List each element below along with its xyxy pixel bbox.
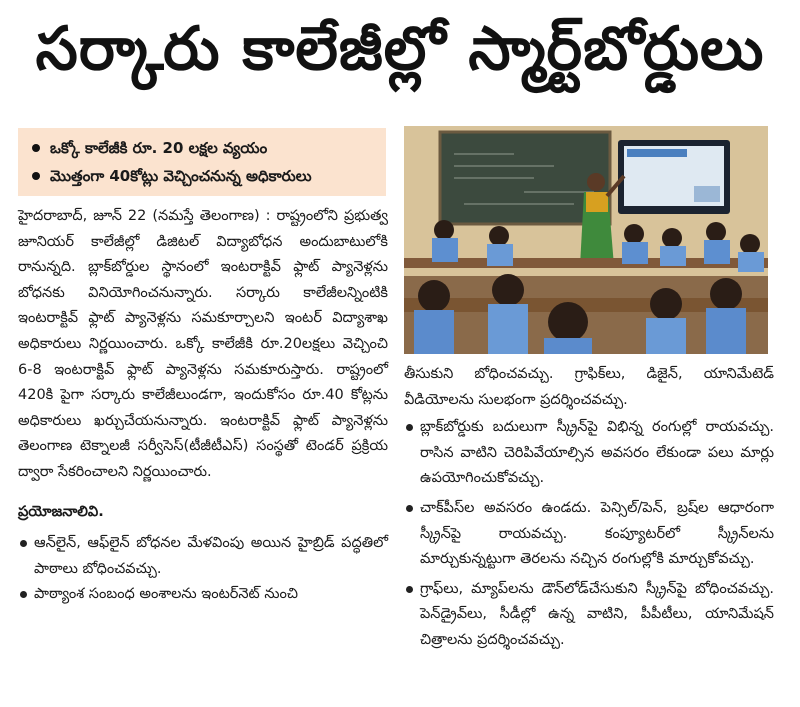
body-paragraph: హైదరాబాద్, జూన్ 22 (నమస్తే తెలంగాణ) : రాష్ట్రంలోని ప్రభుత్వ జూనియర్ కాలేజీల్లో డిజిటల్ విద్యాబోధన అందుబాటులోకి రానున్నది. బ్లాక్‌బోర్డుల స్థానంలో ఇంటరాక్టివ్ ఫ్లాట్ ప్యానెళ్లను బోధనకు వినియోగించనున్నారు. సర్కారు కాలేజీలన్నింటికి ఇంటరాక్టివ్ ఫ్లాట్ ప్యానెళ్లను సమకూర్చాలని ఇంటర్ విద్యాశాఖ అధికారులు నిర్ణయించారు. ఒక్కో కాలేజీకి రూ.20లక్షలు వెచ్చించి 6-8 ఇంటరాక్టివ్ ఫ్లాట్ ప్యానెళ్లను సమకూరుస్తారు. రాష్ట్రంలో 420కి పైగా సర్కారు కాలేజీలుండగా, ఇందుకోసం రూ.40 కోట్లను అధికారులు ఖర్చుచేయనున్నారు. ఇంటరాక్టివ్ ఫ్లాట్ ప్యానెళ్లను తెలంగాణ టెక్నాలజీ సర్వీసెస్(టీజీటీఎస్) సంస్థతో టెండర్ ప్రక్రియ ద్వారా సేకరించాలని నిర్ణయించారు. bbox=[18, 208, 388, 480]
highlight-text: ఒక్కో కాలేజీకి రూ. 20 లక్షల వ్యయం bbox=[50, 139, 268, 157]
benefits-list-right bbox=[404, 415, 774, 653]
highlights-box bbox=[18, 128, 386, 196]
benefit-item: బ్లాక్‌బోర్డుకు బదులుగా స్క్రీన్‌పై విభిన్న రంగుల్లో రాయవచ్చు. రాసిన వాటిని చెరిపివేయాల్సిన అవసరం లేకుండా పలు మార్లు ఉపయోగించుకోవచ్చు. bbox=[404, 415, 774, 492]
right-column bbox=[404, 362, 774, 658]
benefit-item: చాక్‌పీస్‌ల అవసరం ఉండదు. పెన్సిల్/పెన్, బ్రష్‌ల ఆధారంగా స్క్రీన్‌పై రాయవచ్చు. కంప్యూటర్‌లో స్క్రీన్‌లను మార్చుకున్నట్టుగా తెరలను నచ్చిన రంగుల్లోకి మార్చుకోవచ్చు. bbox=[404, 496, 774, 573]
benefit-item: ఆన్‌లైన్, ఆఫ్‌లైన్ బోధనల మేళవింపు అయిన హైబ్రిడ్ పద్ధతిలో పాఠాలు బోధించవచ్చు. bbox=[18, 531, 388, 582]
teacher-head bbox=[587, 173, 605, 191]
bullet-dot-icon bbox=[32, 172, 40, 180]
left-column bbox=[18, 204, 388, 608]
benefits-heading: ప్రయోజనాలివి. bbox=[18, 503, 104, 520]
benefit-item: గ్రాఫ్‌లు, మ్యాప్‌లను డౌన్‌లోడ్‌చేసుకుని స్క్రీన్‌పై బోధించవచ్చు. పెన్‌డ్రైవ్‌లు, సీడీల్లో ఉన్న వాటిని, పీపీటీలు, యానిమేషన్ చిత్రాలను ప్రదర్శించవచ్చు. bbox=[404, 577, 774, 654]
highlight-item bbox=[28, 134, 376, 162]
continued-paragraph: తీసుకుని బోధించవచ్చు. గ్రాఫిక్‌లు, డిజైన్, యానిమేటెడ్ వీడియోలను సులభంగా ప్రదర్శించవచ్చు. bbox=[404, 366, 774, 408]
bullet-dot-icon bbox=[32, 144, 40, 152]
classroom-photo-illustration bbox=[404, 126, 768, 354]
highlight-item bbox=[28, 162, 376, 190]
classroom-photo bbox=[404, 126, 768, 354]
headline: సర్కారు కాలేజీల్లో స్మార్ట్‌బోర్డులు bbox=[35, 14, 765, 84]
highlight-text: మొత్తంగా 40కోట్లు వెచ్చించనున్న అధికారులు bbox=[50, 167, 312, 185]
benefit-item: పాఠ్యాంశ సంబంధ అంశాలను ఇంటర్‌నెట్ నుంచి bbox=[18, 582, 388, 608]
benefits-list-left bbox=[18, 531, 388, 608]
